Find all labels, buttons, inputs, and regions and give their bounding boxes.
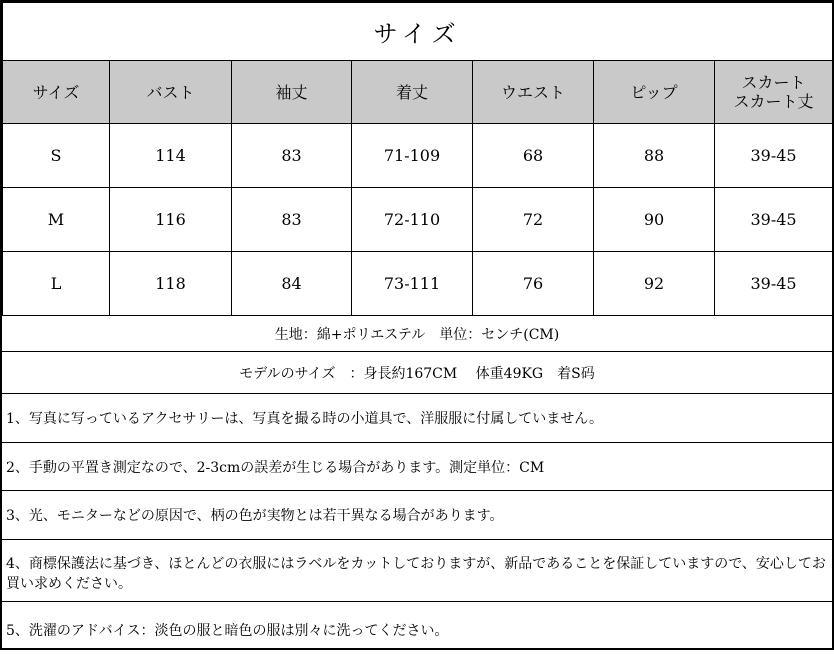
- table-cell: 68: [473, 124, 594, 188]
- table-cell: 72-110: [352, 188, 473, 252]
- header-bust: バスト: [110, 61, 232, 124]
- header-waist: ウエスト: [473, 61, 594, 124]
- table-cell: 83: [232, 124, 352, 188]
- header-length: 着丈: [352, 61, 473, 124]
- note-item: 2、手動の平置き測定なので、2-3cmの誤差が生じる場合があります。測定単位：CM: [2, 443, 832, 491]
- table-cell: 90: [594, 188, 715, 252]
- table-cell: S: [3, 124, 110, 188]
- table-cell: 73-111: [352, 252, 473, 316]
- table-cell: 39-45: [715, 188, 833, 252]
- table-cell: 39-45: [715, 252, 833, 316]
- table-cell: 116: [110, 188, 232, 252]
- table-row: [3, 188, 833, 252]
- header-size: サイズ: [3, 61, 110, 124]
- note-item: 3、光、モニターなどの原因で、柄の色が実物とは若干異なる場合があります。: [2, 491, 832, 540]
- header-sleeve: 袖丈: [232, 61, 352, 124]
- table-cell: M: [3, 188, 110, 252]
- table-cell: 84: [232, 252, 352, 316]
- note-item: 5、洗濯のアドバイス：淡色の服と暗色の服は別々に洗ってください。: [6, 623, 449, 639]
- table-cell: 88: [594, 124, 715, 188]
- table-cell: 76: [473, 252, 594, 316]
- model-info: モデルのサイズ ：身長約167CM 体重49KG 着S码: [2, 352, 832, 394]
- table-cell: 72: [473, 188, 594, 252]
- page-title: サイズ: [3, 3, 833, 61]
- table-cell: 71-109: [352, 124, 473, 188]
- table-cell: 39-45: [715, 124, 833, 188]
- table-cell: L: [3, 252, 110, 316]
- table-row: [3, 252, 833, 316]
- table-row: [3, 124, 833, 188]
- header-skirt: スカート スカート丈: [715, 61, 833, 124]
- table-cell: 92: [594, 252, 715, 316]
- table-header-row: [3, 61, 833, 124]
- material-info: 生地：綿+ポリエステル 単位：センチ(CM): [2, 316, 832, 352]
- size-table: [2, 2, 833, 316]
- table-cell: 114: [110, 124, 232, 188]
- table-cell: 118: [110, 252, 232, 316]
- table-cell: 83: [232, 188, 352, 252]
- note-item: 1、写真に写っているアクセサリーは、写真を撮る時の小道具で、洋服服に付属していません。: [2, 394, 832, 443]
- note-item: 4、商標保護法に基づき、ほとんどの衣服にはラベルをカットしておりますが、新品であることを保証していますので、安心してお買い求めください。: [2, 540, 832, 602]
- header-hip: ピップ: [594, 61, 715, 124]
